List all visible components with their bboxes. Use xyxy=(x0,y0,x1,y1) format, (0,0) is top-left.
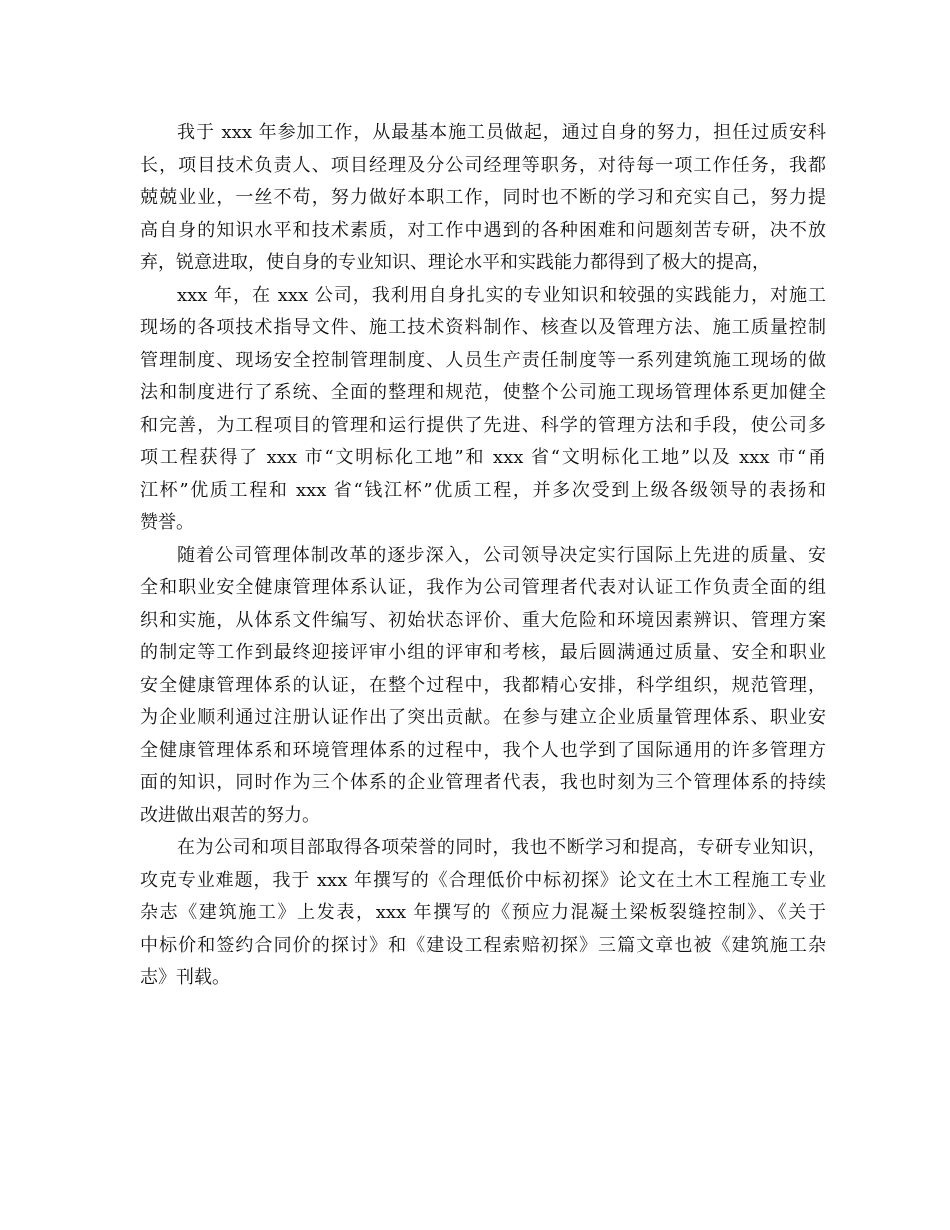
text-line: 的制定等工作到最终迎接评审小组的评审和考核，最后圆满通过质量、安全和职业 xyxy=(140,642,826,663)
text-line: 管理制度、现场安全控制管理制度、人员生产责任制度等一系列建筑施工现场的做 xyxy=(140,349,826,371)
text-line: 项工程获得了 xxx 市“文明标化工地”和 xxx 省“文明标化工地”以及 xxx 市“甬 xyxy=(140,447,826,468)
text-line: 为企业顺利通过注册认证作出了突出贡献。在参与建立企业质量管理体系、职业安 xyxy=(140,707,826,728)
text-line: 和完善，为工程项目的管理和运行提供了先进、科学的管理方法和手段，使公司多 xyxy=(140,414,826,436)
text-line: 全和职业安全健康管理体系认证，我作为公司管理者代表对认证工作负责全面的组 xyxy=(140,577,826,598)
text-line: 志》刊载。 xyxy=(140,967,230,988)
text-line: 杂志《建筑施工》上发表，xxx 年撰写的《预应力混凝土梁板裂缝控制》、《关于 xyxy=(140,902,826,923)
paragraph-4 xyxy=(140,832,826,995)
text-line: 随着公司管理体制改革的逐步深入，公司领导决定实行国际上先进的质量、安 xyxy=(177,544,826,566)
document-body xyxy=(140,117,826,995)
text-line: 现场的各项技术指导文件、施工技术资料制作、核查以及管理方法、施工质量控制 xyxy=(140,317,826,338)
text-line: 兢兢业业，一丝不苟，努力做好本职工作，同时也不断的学习和充实自己，努力提 xyxy=(140,187,826,208)
text-line: 弃，锐意进取，使自身的专业知识、理论水平和实践能力都得到了极大的提高， xyxy=(140,252,770,273)
text-line: 长，项目技术负责人、项目经理及分公司经理等职务，对待每一项工作任务，我都 xyxy=(140,154,826,176)
text-line: xxx 年，在 xxx 公司，我利用自身扎实的专业知识和较强的实践能力，对施工 xyxy=(177,284,826,306)
text-line: 高自身的知识水平和技术素质，对工作中遇到的各种困难和问题刻苦专研，决不放 xyxy=(140,219,826,241)
text-line: 改进做出艰苦的努力。 xyxy=(140,804,320,826)
text-line: 攻克专业难题，我于 xxx 年撰写的《合理低价中标初探》论文在土木工程施工专业 xyxy=(140,869,826,891)
paragraph-2 xyxy=(140,280,826,540)
text-line: 面的知识，同时作为三个体系的企业管理者代表，我也时刻为三个管理体系的持续 xyxy=(140,772,826,793)
text-line: 我于 xxx 年参加工作，从最基本施工员做起，通过自身的努力，担任过质安科 xyxy=(177,122,826,143)
text-line: 织和实施，从体系文件编写、初始状态评价、重大危险和环境因素辨识、管理方案 xyxy=(140,609,826,631)
paragraph-3 xyxy=(140,540,826,833)
text-line: 江杯”优质工程和 xxx 省“钱江杯”优质工程，并多次受到上级各级领导的表扬和 xyxy=(140,479,826,501)
text-line: 全健康管理体系和环境管理体系的过程中，我个人也学到了国际通用的许多管理方 xyxy=(140,739,826,761)
text-line: 安全健康管理体系的认证，在整个过程中，我都精心安排，科学组织，规范管理， xyxy=(140,674,826,696)
text-line: 在为公司和项目部取得各项荣誉的同时，我也不断学习和提高，专研专业知识， xyxy=(177,837,826,858)
text-line: 赞誉。 xyxy=(140,512,194,533)
paragraph-1 xyxy=(140,117,826,280)
text-line: 中标价和签约合同价的探讨》和《建设工程索赔初探》三篇文章也被《建筑施工杂 xyxy=(140,934,826,956)
text-line: 法和制度进行了系统、全面的整理和规范，使整个公司施工现场管理体系更加健全 xyxy=(140,382,826,403)
